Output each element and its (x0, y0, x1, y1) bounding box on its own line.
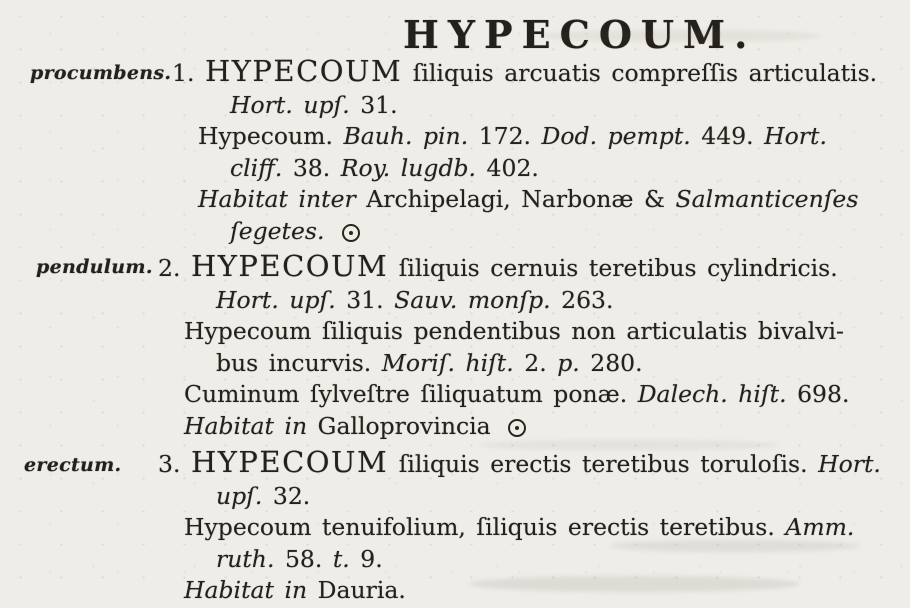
text-segment: Dalech. hiſt. (637, 380, 787, 409)
species-entry-procumbens (0, 56, 910, 248)
text-segment: bus incurvis. (216, 348, 382, 377)
text-segment: Hort. (818, 450, 881, 478)
text-segment: 31. (360, 90, 398, 119)
entry-3-line-3 (158, 512, 910, 544)
text-segment: Dod. pempt. (541, 122, 691, 151)
entry-text-block (158, 447, 910, 607)
entry-1-line-1 (172, 56, 910, 90)
entry-text-block (158, 251, 910, 443)
page-title: HYPECOUM. (403, 12, 757, 57)
margin-species-label: pendulum. (36, 256, 153, 278)
text-segment: ſiliquis arcuatis compreſſis articulatis. (402, 59, 878, 87)
entry-1-line-3 (172, 121, 910, 153)
text-segment: Hort. upſ. (230, 90, 361, 119)
entry-text-block (172, 56, 910, 248)
entry-2-line-2 (158, 285, 910, 317)
entry-3-line-1 (158, 447, 910, 481)
text-segment: HYPECOUM (190, 249, 389, 283)
entry-2-line-1 (158, 251, 910, 285)
text-segment: 58. (274, 544, 333, 573)
margin-species-label: procumbens. (30, 62, 172, 84)
species-entry-pendulum (0, 251, 910, 443)
text-segment: ſiliquis cernuis teretibus cylindricis. (388, 254, 838, 282)
text-segment: Habitat in (184, 576, 318, 605)
text-segment: Sauv. monſp. (394, 285, 562, 314)
entry-2-line-4 (158, 348, 910, 380)
text-segment: 38. (282, 153, 341, 182)
sun-dot (349, 231, 353, 235)
text-segment: Amm. (785, 513, 855, 542)
text-segment: Hort. upſ. (216, 285, 347, 314)
text-segment: Cuminum ſylveſtre ſiliquatum ponæ. (184, 380, 638, 409)
entry-2-line-3 (158, 316, 910, 348)
text-segment: ruth. (216, 544, 275, 573)
sun-dot (515, 426, 519, 430)
text-segment: p. (557, 348, 580, 377)
text-segment: Dauria. (317, 576, 406, 605)
entry-2-line-5 (158, 379, 910, 411)
text-segment: Hypecoum. (198, 122, 344, 151)
text-segment: Habitat inter (198, 185, 367, 214)
entry-3-line-4 (158, 544, 910, 576)
text-segment: upſ. (216, 481, 263, 510)
entry-1-line-4 (172, 153, 910, 185)
annual-plant-sun-icon (508, 419, 526, 437)
entry-1-line-5 (172, 184, 910, 216)
text-segment: Hort. (764, 122, 827, 151)
text-segment: HYPECOUM (190, 445, 389, 479)
text-segment: 1. (172, 59, 205, 87)
text-segment: Archipelagi, Narbonæ & (366, 185, 676, 214)
text-segment: 280. (579, 348, 643, 377)
entry-1-line-6 (172, 216, 910, 248)
text-segment: 3. (158, 450, 191, 478)
text-segment: Hypecoum tenuifolium, ſiliquis erectis teretibus. (184, 513, 786, 542)
text-segment: 263. (561, 285, 614, 314)
text-segment: 9. (349, 544, 383, 573)
text-segment: Hypecoum ſiliquis pendentibus non articulatis bivalvi- (184, 317, 844, 346)
entry-2-line-6 (158, 411, 910, 443)
annual-plant-sun-icon (342, 224, 360, 242)
species-entry-erectum (0, 447, 910, 607)
text-segment: HYPECOUM (204, 54, 403, 88)
text-segment: Roy. lugdb. (340, 153, 477, 182)
text-segment: ſiliquis erectis teretibus toruloſis. (388, 450, 819, 478)
text-segment: t. (332, 544, 350, 573)
text-segment: cliff. (230, 153, 283, 182)
text-segment: Bauh. pin. (343, 122, 469, 151)
entry-3-line-5 (158, 575, 910, 607)
text-segment: 2. (513, 348, 558, 377)
text-segment: 402. (476, 153, 539, 182)
entry-1-line-2 (172, 90, 910, 122)
text-segment: ſegetes. (230, 216, 335, 245)
text-segment: 31. (346, 285, 395, 314)
text-segment: 2. (158, 254, 191, 282)
margin-species-label: erectum. (24, 454, 122, 476)
text-segment: 32. (262, 481, 311, 510)
text-segment: 698. (786, 380, 850, 409)
text-segment: Habitat in (184, 411, 318, 440)
text-segment: Galloprovincia (317, 411, 502, 440)
text-segment: Salmanticenſes (675, 185, 859, 214)
text-segment: 449. (690, 122, 765, 151)
entry-3-line-2 (158, 481, 910, 513)
text-segment: Moriſ. hiſt. (381, 348, 514, 377)
text-segment: 172. (468, 122, 542, 151)
